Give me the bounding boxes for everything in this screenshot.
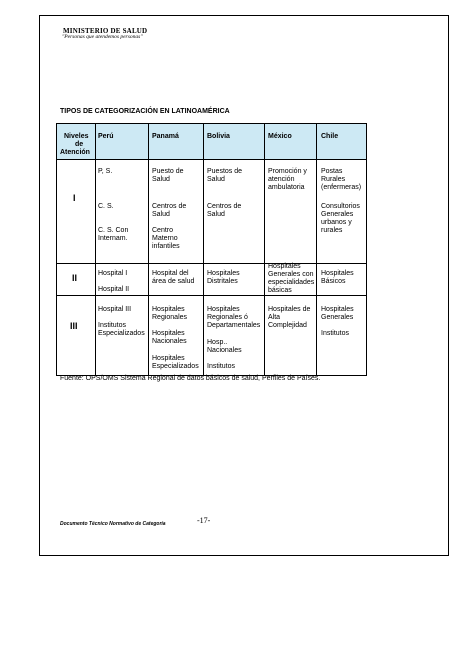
header-peru: Perú (98, 133, 114, 140)
cell-text: Materno (152, 235, 178, 242)
cell-text: Hospital del (152, 270, 189, 277)
header-bolivia: Bolivia (207, 133, 230, 140)
column-divider (95, 124, 96, 375)
column-divider (203, 124, 204, 375)
cell-text: Hospitales (321, 270, 354, 277)
cell-text: ambulatoria (268, 184, 305, 191)
cell-text: Hospitales (207, 306, 240, 313)
row-divider (57, 295, 366, 296)
cell-text: Centros de (152, 203, 187, 210)
cell-text: Hospitales (321, 306, 354, 313)
cell-text: Hospital II (98, 286, 130, 293)
cell-text: Salud (207, 176, 225, 183)
cell-text: Alta (268, 314, 281, 321)
cell-text: Generales con (268, 271, 314, 278)
header-chile: Chile (321, 133, 339, 140)
column-divider (148, 124, 149, 375)
cell-text: Regionales ó (207, 314, 248, 321)
header-levels-line3: Atención (60, 149, 90, 156)
cell-text: Consultorios (321, 203, 360, 210)
row-divider (57, 263, 366, 264)
column-divider (316, 124, 317, 375)
cell-text: Salud (207, 211, 225, 218)
cell-text: Promoción y (268, 168, 307, 175)
cell-text: especialidades (268, 279, 315, 286)
cell-text: Generales (321, 211, 354, 218)
cell-text: Regionales (152, 314, 188, 321)
cell-text: Especializados (98, 330, 145, 337)
cell-text: rurales (321, 227, 343, 234)
cell-text: área de salud (152, 278, 195, 285)
cell-text: urbanos y (321, 219, 352, 226)
categorization-table (56, 123, 367, 376)
cell-text: infantiles (152, 243, 180, 250)
cell-text: Salud (152, 176, 170, 183)
cell-text: Centros de (207, 203, 242, 210)
header-levels-line2: de (75, 141, 84, 148)
level-label-I: I (73, 193, 76, 203)
header-mexico: México (268, 133, 292, 140)
level-label-II: II (72, 273, 78, 283)
table-header-row (57, 124, 366, 160)
cell-text: Hospitales (152, 355, 185, 362)
cell-text: Puesto de (152, 168, 184, 175)
cell-text: Básicos (321, 278, 346, 285)
cell-text: Hospitales de (268, 306, 311, 313)
cell-text: Distritales (207, 278, 238, 285)
cell-text: básicas (268, 287, 292, 294)
cell-text: Institutos (321, 330, 350, 337)
cell-text: atención (268, 176, 295, 183)
table-source-note: Fuente: OPS/OMS Sistema Regional de datos básicos de salud, Perfiles de Países. (60, 375, 321, 382)
cell-text: Nacionales (152, 338, 187, 345)
cell-text: Hospital III (98, 306, 132, 313)
footer-document-title: Documento Técnico Normativo de Categoría (60, 521, 166, 527)
column-divider (264, 124, 265, 375)
cell-text: Departamentales (207, 322, 261, 329)
cell-text: C. S. Con (98, 227, 129, 234)
cell-text: Postas (321, 168, 343, 175)
cell-text: Centro (152, 227, 174, 234)
cell-text: Puestos de (207, 168, 243, 175)
section-title: TIPOS DE CATEGORIZACIÓN EN LATINOAMÉRICA (60, 108, 230, 115)
level-label-III: III (70, 321, 78, 331)
cell-text: Internam. (98, 235, 128, 242)
cell-text: Institutos (207, 363, 236, 370)
cell-text: Salud (152, 211, 170, 218)
organization-name: MINISTERIO DE SALUD (63, 27, 148, 35)
cell-text: (enfermeras) (321, 184, 362, 191)
cell-text: Nacionales (207, 347, 242, 354)
organization-motto: "Personas que atendemos personas" (62, 34, 143, 40)
page-number: -17- (197, 516, 211, 525)
cell-text: Hospitales (207, 270, 240, 277)
cell-text: Hospitales (268, 263, 301, 270)
cell-text: Complejidad (268, 322, 307, 329)
cell-text: Generales (321, 314, 354, 321)
cell-text: Hospitales (152, 330, 185, 337)
header-levels-line1: Niveles (64, 133, 89, 140)
cell-text: Hospitales (152, 306, 185, 313)
header-panama: Panamá (152, 133, 179, 140)
cell-text: C. S. (98, 203, 114, 210)
cell-text: Especializados (152, 363, 199, 370)
cell-text: Institutos (98, 322, 127, 329)
cell-text: Hosp.. (207, 339, 228, 346)
cell-text: Hospital I (98, 270, 128, 277)
cell-text: Rurales (321, 176, 346, 183)
cell-text: P, S. (98, 168, 113, 175)
